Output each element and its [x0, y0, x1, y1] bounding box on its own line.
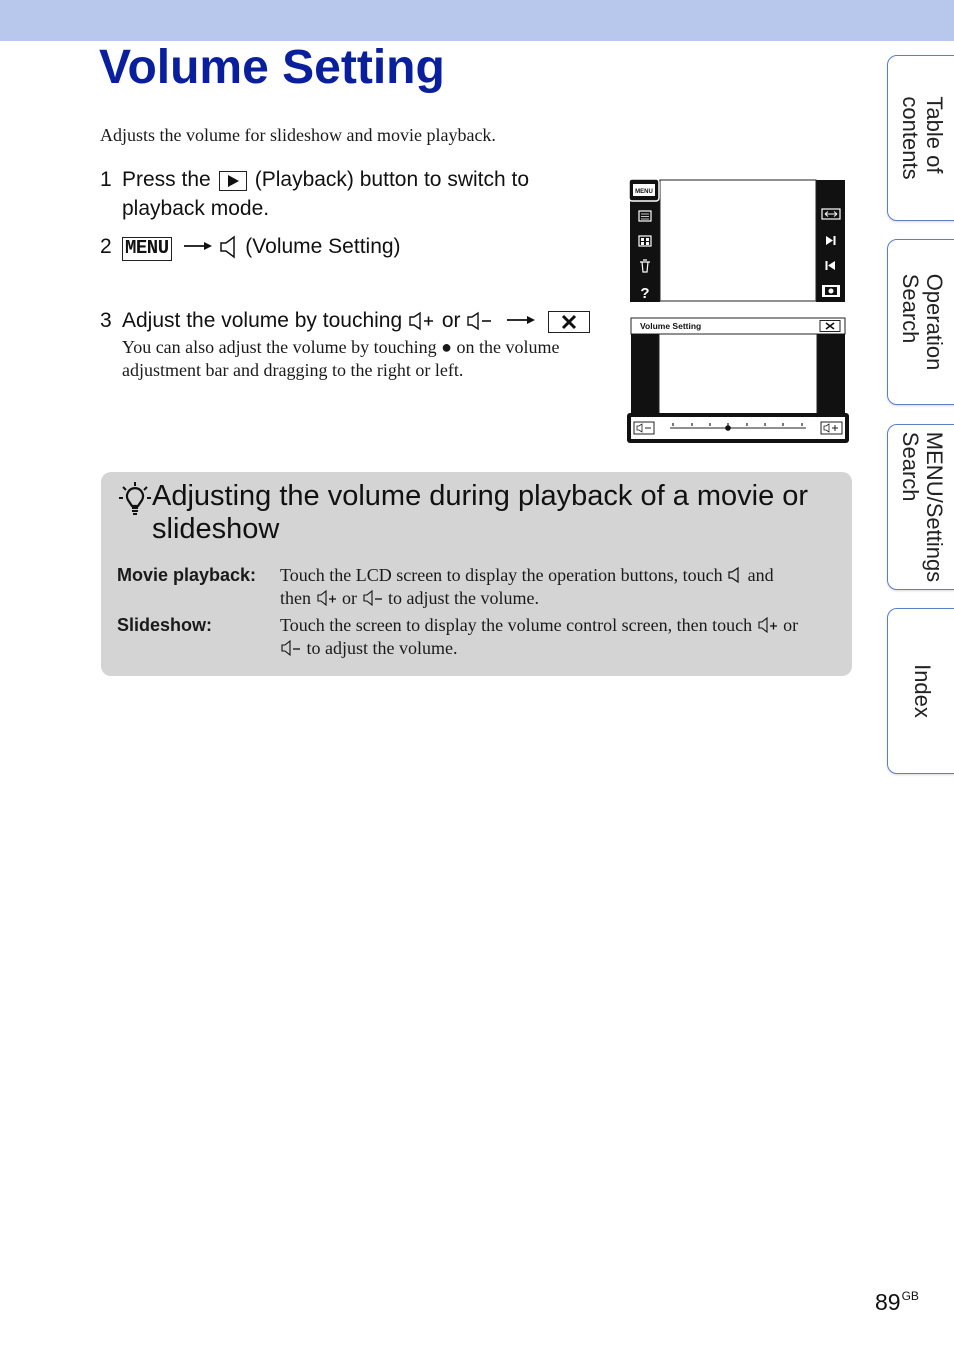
step-2	[100, 230, 401, 261]
step-1	[100, 165, 529, 194]
volume-icon	[219, 234, 239, 260]
slide-text-b: or	[783, 615, 799, 635]
page-number-suffix: GB	[901, 1289, 919, 1303]
slide-text-c: to adjust the volume.	[306, 638, 458, 658]
step-2-post: (Volume Setting)	[245, 235, 401, 258]
step-3-description: You can also adjust the volume by touching ● on the volume adjustment bar and dragging to the right or left.	[122, 337, 560, 380]
header-band	[0, 0, 954, 41]
playback-screen-illustration	[628, 178, 846, 302]
slideshow-label: Slideshow:	[117, 615, 213, 635]
step-number: 3	[100, 309, 112, 332]
tab-label: Table of contents	[897, 96, 947, 180]
step-number: 2	[100, 235, 112, 258]
movie-text-c: then	[280, 588, 311, 608]
tab-table-of-contents[interactable]	[887, 55, 954, 221]
page-number-value: 89	[875, 1289, 901, 1315]
hint-title	[152, 480, 842, 546]
movie-text-d: or	[342, 588, 357, 608]
tab-index[interactable]	[887, 608, 954, 774]
svg-text:?: ?	[640, 285, 650, 302]
tab-label: Operation Search	[897, 273, 947, 371]
tab-label: Index	[909, 664, 935, 718]
step-1-line2: playback mode.	[122, 197, 270, 220]
hint-box	[101, 472, 852, 676]
movie-text-b: and	[747, 565, 774, 585]
volume-down-icon	[466, 310, 494, 332]
step-3	[100, 304, 590, 335]
movie-text-a: Touch the LCD screen to display the operation buttons, touch	[280, 565, 723, 585]
tab-label: MENU/Settings Search	[897, 431, 947, 583]
movie-text-e: to adjust the volume.	[388, 588, 539, 608]
volume-down-icon	[280, 639, 302, 657]
intro-text: Adjusts the volume for slideshow and movie playback.	[100, 125, 496, 145]
step-number: 1	[100, 168, 112, 191]
hint-title-line2: slideshow	[152, 513, 280, 545]
page-title: Volume Setting	[99, 41, 445, 94]
tab-operation-search[interactable]	[887, 239, 954, 405]
menu-button-icon: MENU	[122, 237, 172, 261]
volume-up-icon	[757, 616, 779, 634]
step-1-post: (Playback) button to switch to	[254, 168, 530, 191]
close-icon	[548, 311, 590, 333]
volume-up-icon	[316, 589, 338, 607]
slide-text-a: Touch the screen to display the volume control screen, then touch	[280, 615, 753, 635]
volume-setting-screen-title: Volume Setting	[640, 321, 702, 331]
hint-lightbulb-icon	[117, 478, 153, 518]
arrow-right-icon	[183, 230, 213, 259]
tab-menu-settings-search[interactable]	[887, 424, 954, 590]
volume-icon	[727, 566, 743, 584]
menu-icon-label: MENU	[635, 189, 653, 195]
step-1-pre: Press the	[122, 168, 211, 191]
volume-down-icon	[362, 589, 384, 607]
volume-up-icon	[408, 310, 436, 332]
step-3-or: or	[441, 309, 461, 332]
movie-playback-label: Movie playback:	[117, 565, 257, 585]
movie-playback-text	[280, 564, 840, 610]
step-3-pre: Adjust the volume by touching	[122, 309, 403, 332]
playback-icon	[219, 171, 247, 191]
hint-title-line1: Adjusting the volume during playback of a movie or	[152, 480, 809, 512]
slideshow-text	[280, 614, 840, 660]
page-number	[875, 1289, 919, 1316]
arrow-right-icon	[506, 304, 536, 333]
volume-screen-illustration	[626, 316, 850, 444]
